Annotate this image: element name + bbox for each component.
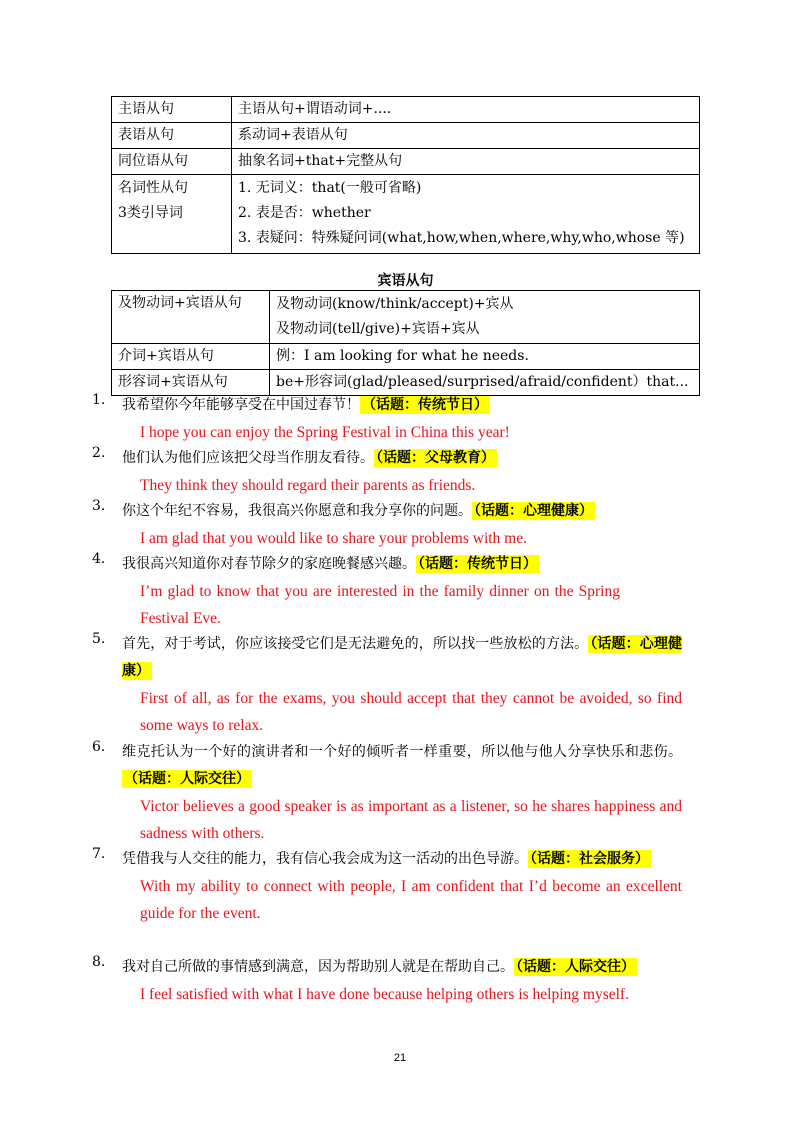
table-cell-content: be+形容词(glad/pleased/surprised/afraid/confident）that... (270, 370, 700, 396)
item-number: 3. (92, 498, 106, 514)
table-cell-content: 抽象名词+that+完整从句 (232, 149, 700, 175)
english-translation: With my ability to connect with people, I am confident that I’d become an excellent guide for the event. (140, 878, 682, 922)
sentence-item (92, 631, 682, 739)
label-line: 名词性从句 (118, 180, 188, 196)
item-number: 5. (92, 631, 106, 647)
topic-tag: （话题：传统节日） (418, 556, 537, 572)
table-row (112, 97, 700, 123)
topic-tag: （话题：心理健康） (122, 636, 683, 679)
topic-tag: （话题：心理健康） (474, 503, 593, 519)
content-line: 3. 表疑问：特殊疑问词(what,how,when,where,why,who,whose 等) (238, 230, 685, 246)
table-cell-label (112, 175, 232, 254)
table-row (112, 123, 700, 149)
english-translation: Victor believes a good speaker is as important as a listener, so he shares happiness and sadness with others. (140, 798, 682, 842)
table-row (112, 175, 700, 254)
content-line: 及物动词(tell/give)+宾语+宾从 (276, 321, 480, 337)
topic-tag: （话题：人际交往） (516, 959, 635, 975)
table-cell-content: 系动词+表语从句 (232, 123, 700, 149)
chinese-text: 维克托认为一个好的演讲者和一个好的倾听者一样重要，所以他与他人分享快乐和悲伤。 (122, 744, 682, 760)
table-cell-label: 主语从句 (112, 97, 232, 123)
table-row (112, 344, 700, 370)
table-cell-label: 介词+宾语从句 (112, 344, 270, 370)
label-line: 3类引导词 (118, 205, 183, 221)
table-row (112, 291, 700, 344)
table-cell-label: 形容词+宾语从句 (112, 370, 270, 396)
chinese-text: 我对自己所做的事情感到满意，因为帮助别人就是在帮助自己。 (122, 959, 514, 975)
table-cell-content: 例：I am looking for what he needs. (270, 344, 700, 370)
noun-clause-table (111, 96, 700, 254)
topic-tag: （话题：人际交往） (124, 771, 250, 787)
english-translation: I hope you can enjoy the Spring Festival in China this year! (140, 424, 510, 441)
table-cell-content (232, 175, 700, 254)
table-row (112, 149, 700, 175)
item-number: 8. (92, 954, 106, 970)
chinese-text: 他们认为他们应该把父母当作朋友看待。 (122, 450, 374, 466)
chinese-sentence (122, 631, 682, 685)
page-number: 21 (393, 1052, 407, 1064)
chinese-sentence (122, 551, 682, 578)
table-cell-content: 主语从句+谓语动词+.... (232, 97, 700, 123)
item-number: 6. (92, 739, 106, 755)
english-translation: I’m glad to know that you are interested in the family dinner on the Spring Festival Eve. (140, 583, 620, 627)
table-cell-label: 及物动词+宾语从句 (112, 291, 270, 344)
english-translation: They think they should regard their parents as friends. (140, 477, 476, 494)
item-number: 4. (92, 551, 106, 567)
object-clause-table (111, 290, 700, 396)
item-number: 1. (92, 392, 106, 408)
content-line: 2. 表是否：whether (238, 205, 371, 221)
sentence-item (92, 739, 682, 847)
chinese-sentence (122, 739, 682, 793)
topic-tag: （话题：传统节日） (362, 397, 488, 413)
table-cell-content (270, 291, 700, 344)
sentence-item (92, 954, 682, 1008)
english-translation: First of all, as for the exams, you should accept that they cannot be avoided, so find some ways to relax. (140, 690, 682, 734)
topic-tag: （话题：社会服务） (530, 851, 649, 867)
chinese-sentence (122, 954, 682, 981)
sentence-item (92, 445, 682, 499)
topic-tag: （话题：父母教育） (376, 450, 495, 466)
sentence-item (92, 551, 682, 632)
item-number: 7. (92, 846, 106, 862)
chinese-text: 首先，对于考试，你应该接受它们是无法避免的，所以找一些放松的方法。 (122, 636, 589, 652)
item-number: 2. (92, 445, 106, 461)
content-line: 及物动词(know/think/accept)+宾从 (276, 296, 514, 312)
chinese-sentence (122, 392, 682, 419)
object-clause-title: 宾语从句 (377, 273, 434, 289)
sentence-item (92, 392, 682, 446)
english-translation: I am glad that you would like to share your problems with me. (140, 530, 527, 547)
chinese-text: 我希望你今年能够享受在中国过春节！ (122, 397, 360, 413)
sentence-item (92, 846, 682, 927)
sentence-item (92, 498, 682, 552)
english-translation: I feel satisfied with what I have done because helping others is helping myself. (140, 986, 629, 1003)
chinese-sentence (122, 445, 682, 472)
chinese-text: 凭借我与人交往的能力，我有信心我会成为这一活动的出色导游。 (122, 851, 528, 867)
chinese-text: 你这个年纪不容易，我很高兴你愿意和我分享你的问题。 (122, 503, 472, 519)
chinese-sentence (122, 846, 682, 873)
content-line: 1. 无词义：that(一般可省略) (238, 180, 422, 196)
chinese-sentence (122, 498, 682, 525)
table-cell-label: 同位语从句 (112, 149, 232, 175)
table-cell-label: 表语从句 (112, 123, 232, 149)
chinese-text: 我很高兴知道你对春节除夕的家庭晚餐感兴趣。 (122, 556, 416, 572)
